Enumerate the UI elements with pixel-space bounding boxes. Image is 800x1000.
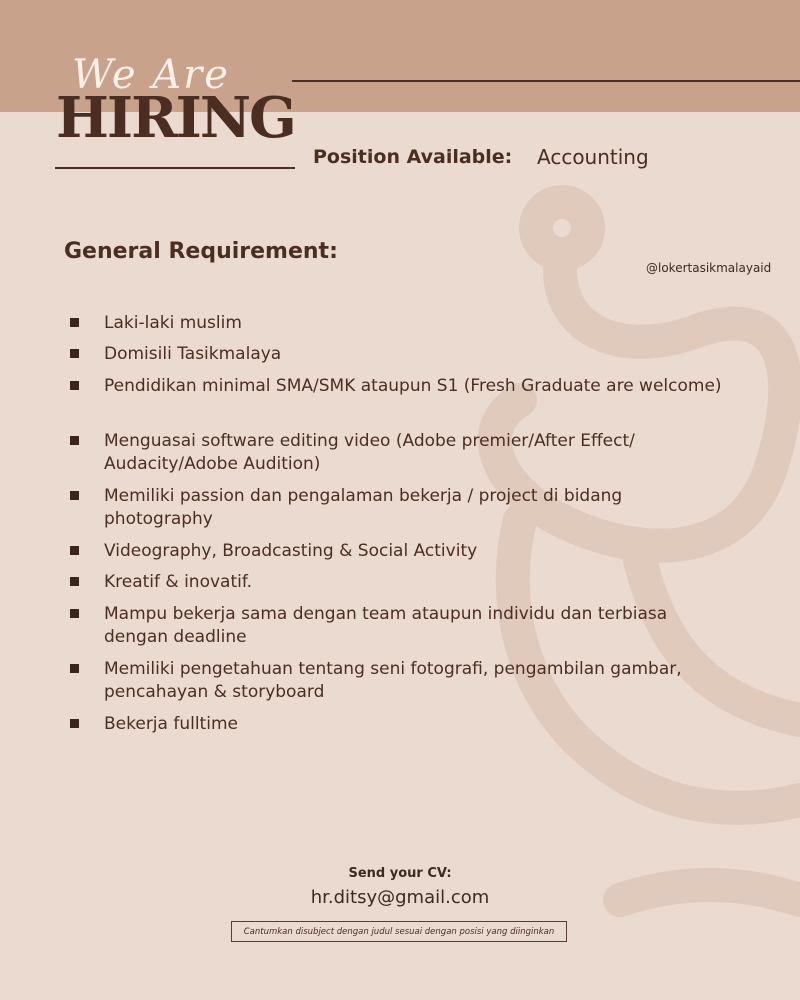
square-bullet-icon (70, 349, 79, 358)
script-title: We Are (72, 52, 230, 98)
square-bullet-icon (70, 436, 79, 445)
position-value: Accounting (537, 145, 649, 169)
hiring-title: HIRING (56, 85, 295, 151)
square-bullet-icon (70, 664, 79, 673)
square-bullet-icon (70, 318, 79, 327)
subject-note: Cantumkan disubject dengan judul sesuai dengan posisi yang diinginkan (243, 926, 555, 937)
job-poster: We Are HIRING Position Available: Accounting General Requirement: @lokertasikmalayaid Laki-laki muslim Domisili Tasikmalaya Pendidikan minimal SMA/SMK ataupun S1 (Fresh Graduate are welcome) Menguasai software editing video (Adobe premier/After Effect/ Audacity/Adobe Audition) Memiliki passion dan pengalaman bekerja / project di bidang photography Videography, Broadcasting & Social Activity Kreatif & inovatif. Mampu bekerja sama dengan team ataupun individu dan terbiasa dengan deadline Memiliki pengetahuan tentang seni fotografi, pengambilan gambar, pencahayan & storyboard Bekerja fulltime Send your CV: hr.ditsy@gmail.com Cantumkan disubject dengan judul sesuai dengan posisi yang diinginkan (0, 0, 800, 1000)
square-bullet-icon (70, 491, 79, 500)
send-cv-label: Send your CV: (348, 866, 452, 881)
header-rule-left (55, 167, 295, 169)
contact-email[interactable]: hr.ditsy@gmail.com (310, 887, 490, 908)
position-label: Position Available: (313, 146, 513, 168)
square-bullet-icon (70, 577, 79, 586)
subject-note-box (231, 921, 567, 942)
instagram-handle: @lokertasikmalayaid (646, 261, 772, 275)
header-rule-right (292, 80, 800, 82)
square-bullet-icon (70, 381, 79, 390)
square-bullet-icon (70, 719, 79, 728)
requirements-heading: General Requirement: (64, 239, 338, 264)
square-bullet-icon (70, 609, 79, 618)
square-bullet-icon (70, 546, 79, 555)
